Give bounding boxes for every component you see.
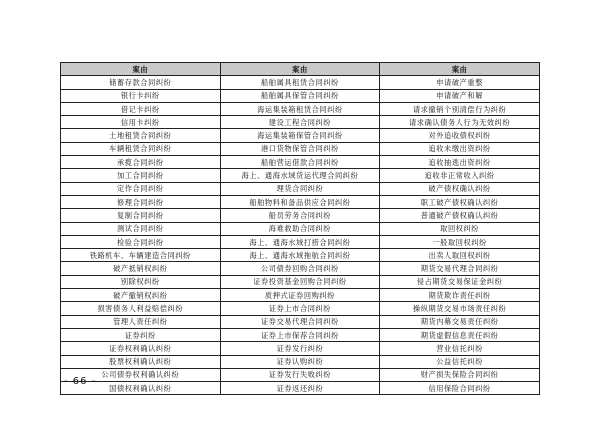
table-cell: 海上、通海水域打捞合同纠纷 [220, 235, 380, 248]
table-cell: 别除权纠纷 [61, 275, 221, 288]
table-cell: 证券纠纷 [61, 328, 221, 341]
table-cell: 海上、通海水域货运代理合同纠纷 [220, 169, 380, 182]
table-row [61, 129, 540, 142]
table-row [61, 315, 540, 328]
table-cell: 证券认购纠纷 [220, 355, 380, 368]
table-cell: 财产损失保险合同纠纷 [380, 368, 540, 381]
table-cell: 复制合同纠纷 [61, 209, 221, 222]
table-row [61, 209, 540, 222]
header-cell-3: 案由 [380, 63, 540, 76]
table-cell: 期货欺诈责任纠纷 [380, 289, 540, 302]
header-cell-1: 案由 [61, 63, 221, 76]
table-row [61, 156, 540, 169]
table-cell: 管理人责任纠纷 [61, 315, 221, 328]
table-cell: 土地租赁合同纠纷 [61, 129, 221, 142]
table-cell: 银行卡纠纷 [61, 89, 221, 102]
table-cell: 公益信托纠纷 [380, 355, 540, 368]
table-cell: 船舶属具保管合同纠纷 [220, 89, 380, 102]
table-cell: 船舶属具租赁合同纠纷 [220, 76, 380, 89]
table-cell: 船舶营运借款合同纠纷 [220, 156, 380, 169]
table-cell: 职工破产债权确认纠纷 [380, 195, 540, 208]
table-cell: 国债权利确认纠纷 [61, 382, 221, 395]
table-cell: 加工合同纠纷 [61, 169, 221, 182]
table-header [61, 63, 540, 76]
table-cell: 修理合同纠纷 [61, 195, 221, 208]
table-row [61, 355, 540, 368]
table-cell: 申请破产重整 [380, 76, 540, 89]
table-row [61, 142, 540, 155]
table-row [61, 262, 540, 275]
table-cell: 出卖人取回权纠纷 [380, 249, 540, 262]
table-cell: 理货合同纠纷 [220, 182, 380, 195]
table-row [61, 116, 540, 129]
table-cell: 定作合同纠纷 [61, 182, 221, 195]
table-row [61, 275, 540, 288]
table-cell: 证券发行纠纷 [220, 342, 380, 355]
table-cell: 车辆租赁合同纠纷 [61, 142, 221, 155]
table-cell: 对外追收债权纠纷 [380, 129, 540, 142]
table-cell: 证券投资基金回购合同纠纷 [220, 275, 380, 288]
table-cell: 取回权纠纷 [380, 222, 540, 235]
table-cell: 损害债务人利益赔偿纠纷 [61, 302, 221, 315]
table-row [61, 195, 540, 208]
table-cell: 船舶物料和备品供应合同纠纷 [220, 195, 380, 208]
table-cell: 建设工程合同纠纷 [220, 116, 380, 129]
table-cell: 海上、通海水域拖航合同纠纷 [220, 249, 380, 262]
table-row [61, 76, 540, 89]
table-body [61, 76, 540, 395]
table-cell: 普通破产债权确认纠纷 [380, 209, 540, 222]
table-row [61, 235, 540, 248]
table-cell: 信用保险合同纠纷 [380, 382, 540, 395]
table-cell: 证券权利确认纠纷 [61, 342, 221, 355]
table-row [61, 382, 540, 395]
table-cell: 船员劳务合同纠纷 [220, 209, 380, 222]
table-row [61, 169, 540, 182]
table-cell: 申请破产和解 [380, 89, 540, 102]
table-cell: 破产抵销权纠纷 [61, 262, 221, 275]
table-cell: 营业信托纠纷 [380, 342, 540, 355]
table-cell: 请求确认债务人行为无效纠纷 [380, 116, 540, 129]
table-cell: 铁路机车、车辆建造合同纠纷 [61, 249, 221, 262]
header-row [61, 63, 540, 76]
table-cell: 承揽合同纠纷 [61, 156, 221, 169]
table-row [61, 89, 540, 102]
table-cell: 公司债券回购合同纠纷 [220, 262, 380, 275]
table-cell: 港口货物保管合同纠纷 [220, 142, 380, 155]
case-cause-table [60, 62, 540, 395]
table-cell: 证券发行失败纠纷 [220, 368, 380, 381]
table-cell: 公司债券权利确认纠纷 [61, 368, 221, 381]
table-cell: 一般取回权纠纷 [380, 235, 540, 248]
table-cell: 海运集装箱租赁合同纠纷 [220, 102, 380, 115]
table-cell: 破产撤销权纠纷 [61, 289, 221, 302]
table-cell: 检验合同纠纷 [61, 235, 221, 248]
table-row [61, 182, 540, 195]
header-cell-2: 案由 [220, 63, 380, 76]
table-cell: 海难救助合同纠纷 [220, 222, 380, 235]
table-cell: 证券上市合同纠纷 [220, 302, 380, 315]
table-row [61, 328, 540, 341]
table-cell: 股票权利确认纠纷 [61, 355, 221, 368]
page-number: - 66 - [64, 376, 97, 387]
table-row [61, 102, 540, 115]
table-row [61, 368, 540, 381]
table-cell: 证券返还纠纷 [220, 382, 380, 395]
table-row [61, 302, 540, 315]
table-cell: 质押式证券回购纠纷 [220, 289, 380, 302]
table-row [61, 222, 540, 235]
table-cell: 破产债权确认纠纷 [380, 182, 540, 195]
table-row [61, 249, 540, 262]
table-cell: 信用卡纠纷 [61, 116, 221, 129]
table-row [61, 289, 540, 302]
table-cell: 追收非正常收入纠纷 [380, 169, 540, 182]
table-cell: 期货内幕交易责任纠纷 [380, 315, 540, 328]
table-cell: 证券交易代理合同纠纷 [220, 315, 380, 328]
table-cell: 测试合同纠纷 [61, 222, 221, 235]
table-cell: 侵占期货交易保证金纠纷 [380, 275, 540, 288]
table-cell: 操纵期货交易市场责任纠纷 [380, 302, 540, 315]
table-cell: 追收抽逃出资纠纷 [380, 156, 540, 169]
table-cell: 期货交易代理合同纠纷 [380, 262, 540, 275]
table-row [61, 342, 540, 355]
table-cell: 证券上市保荐合同纠纷 [220, 328, 380, 341]
table-cell: 请求撤销个别清偿行为纠纷 [380, 102, 540, 115]
table-cell: 储蓄存款合同纠纷 [61, 76, 221, 89]
table-cell: 借记卡纠纷 [61, 102, 221, 115]
table-cell: 追收未缴出资纠纷 [380, 142, 540, 155]
table-cell: 海运集装箱保管合同纠纷 [220, 129, 380, 142]
table-cell: 期货虚假信息责任纠纷 [380, 328, 540, 341]
